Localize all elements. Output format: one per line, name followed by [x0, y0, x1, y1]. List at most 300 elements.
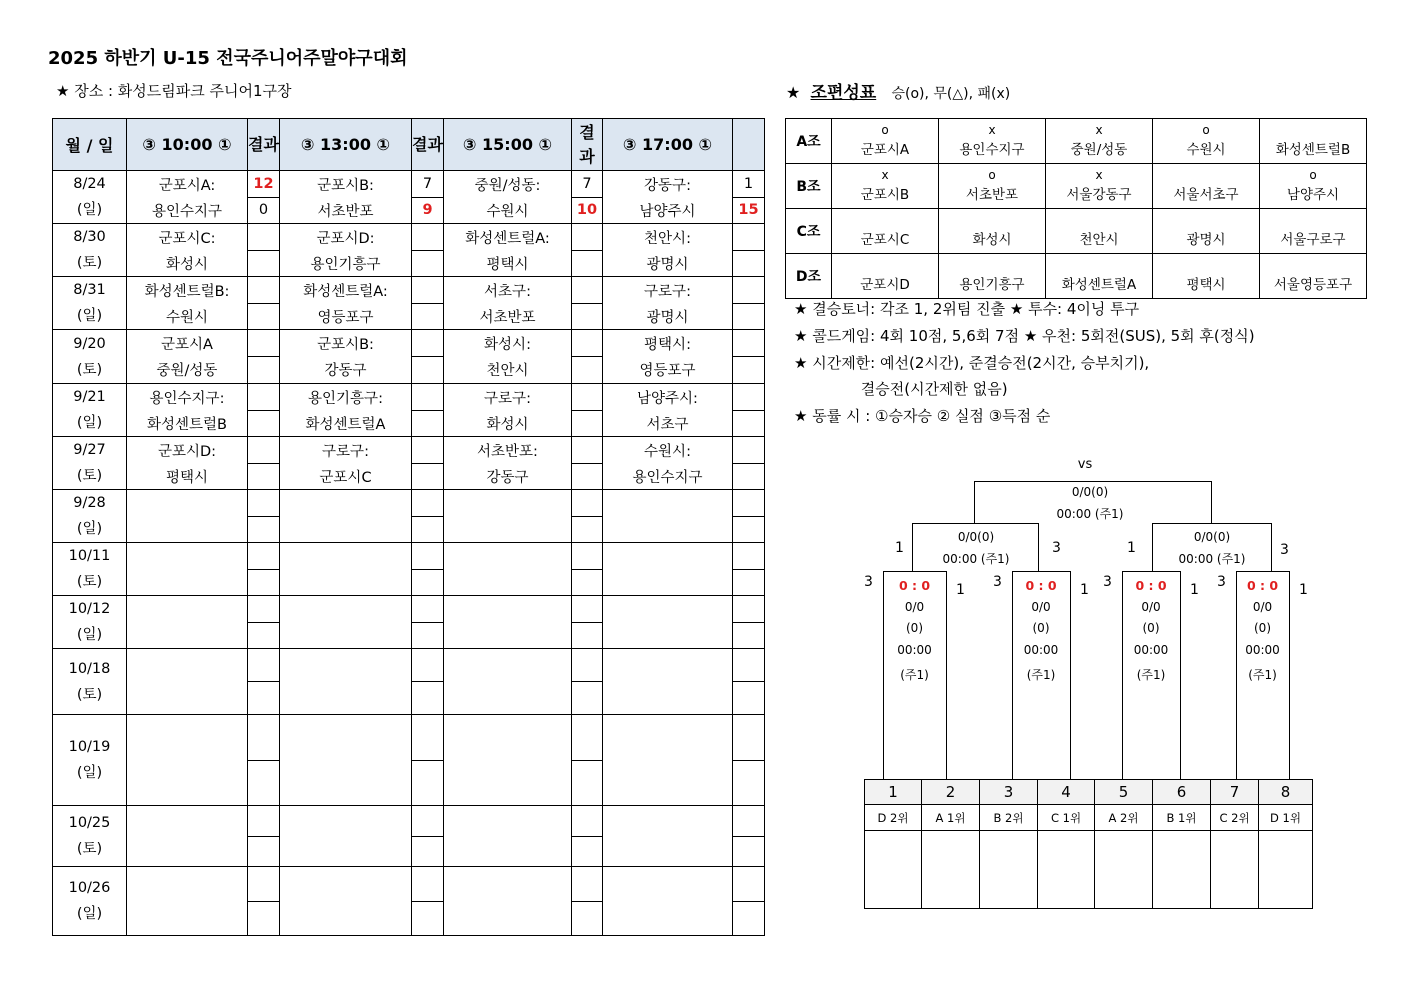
- home-team: 서초구:: [444, 277, 572, 304]
- away-team: [444, 837, 572, 867]
- result-mark: [832, 254, 938, 274]
- group-team-cell: [832, 254, 939, 299]
- semi-score: 0/0(0): [957, 530, 995, 544]
- home-team: [603, 649, 733, 682]
- home-score: [248, 543, 280, 570]
- home-score: 12: [248, 171, 280, 198]
- away-team: 남양주시: [603, 197, 733, 224]
- home-team: 수원시:: [603, 437, 733, 464]
- slot-blank: [1259, 831, 1313, 909]
- day-label: (토): [76, 686, 103, 703]
- date-cell: [53, 437, 127, 490]
- date-cell: [53, 171, 127, 224]
- home-team: 구로구:: [280, 437, 412, 464]
- away-team: [603, 682, 733, 715]
- group-team-cell: [1046, 119, 1153, 164]
- home-team: [444, 715, 572, 761]
- away-score: [412, 569, 444, 595]
- quarter-runs: 0/0: [904, 600, 925, 614]
- home-score: [572, 437, 603, 464]
- away-team: 용인수지구: [603, 463, 733, 489]
- slot-blank: [1038, 831, 1095, 909]
- away-score: [733, 463, 765, 489]
- team-name: 군포시B: [860, 187, 910, 203]
- date-label: 10/18: [68, 660, 111, 677]
- home-score: 7: [412, 171, 444, 198]
- away-team: [280, 682, 412, 715]
- venue-text: ★ 장소 : 화성드림파크 주니어1구장: [56, 82, 292, 100]
- quarter-hits: (0): [906, 621, 923, 635]
- home-score: [412, 806, 444, 837]
- group-name: D조: [786, 254, 832, 299]
- group-team-cell: [939, 209, 1046, 254]
- home-score: [412, 490, 444, 517]
- away-score: 15: [733, 197, 765, 224]
- header-slot3: ③ 15:00 ①: [444, 119, 572, 171]
- quarter-field: (주1): [1248, 668, 1277, 682]
- result-mark: o: [881, 123, 889, 137]
- result-mark: o: [1309, 168, 1317, 182]
- away-score: [572, 304, 603, 330]
- day-label: (일): [76, 308, 103, 324]
- day-label: (토): [76, 574, 103, 590]
- team-name: 남양주시: [1286, 187, 1340, 203]
- home-score: [248, 596, 280, 623]
- away-team: 영등포구: [603, 357, 733, 384]
- quarter-seed: 3: [1103, 574, 1112, 590]
- home-score: [412, 384, 444, 411]
- slot-number: 7: [1211, 780, 1259, 805]
- away-team: 서초구: [603, 410, 733, 436]
- home-team: [280, 543, 412, 570]
- home-team: 강동구:: [603, 171, 733, 198]
- date-label: 8/30: [73, 229, 106, 245]
- home-team: 서초반포:: [444, 437, 572, 464]
- away-score: [733, 902, 765, 936]
- away-score: 9: [412, 197, 444, 224]
- away-score: [572, 516, 603, 542]
- away-score: [412, 623, 444, 649]
- group-heading-title: 조편성표: [810, 83, 877, 103]
- header-slot4: ③ 17:00 ①: [603, 119, 733, 171]
- date-cell: [53, 384, 127, 437]
- away-team: 화성시: [444, 410, 572, 436]
- quarter-seed: 3: [993, 574, 1002, 590]
- semi-seed: 3: [1052, 540, 1061, 556]
- home-team: [444, 806, 572, 837]
- quarter-runs: 0/0: [1252, 600, 1273, 614]
- home-team: [280, 649, 412, 682]
- team-name: 군포시A: [860, 142, 910, 158]
- slot-label: D 1위: [1259, 805, 1313, 831]
- away-team: 광명시: [603, 304, 733, 330]
- away-score: [572, 902, 603, 936]
- result-mark: [1260, 209, 1366, 229]
- away-team: 화성센트럴B: [127, 410, 248, 436]
- group-heading: [786, 78, 1010, 103]
- result-mark: x: [1095, 123, 1103, 137]
- away-score: [572, 682, 603, 715]
- group-team-cell: [1153, 164, 1260, 209]
- group-team-cell: [1260, 209, 1367, 254]
- date-label: 10/11: [68, 548, 111, 564]
- group-team-cell: [832, 164, 939, 209]
- home-score: [733, 806, 765, 837]
- home-score: [572, 543, 603, 570]
- group-name: C조: [786, 209, 832, 254]
- away-score: [572, 761, 603, 806]
- quarter-field: (주1): [1136, 668, 1166, 682]
- away-team: [444, 761, 572, 806]
- header-blank: [733, 119, 765, 171]
- quarter-field: (주1): [900, 668, 929, 682]
- home-score: [248, 330, 280, 357]
- result-mark: [939, 254, 1045, 274]
- home-team: 용인수지구:: [127, 384, 248, 411]
- day-label: (토): [76, 255, 103, 271]
- team-name: 화성센트럴A: [1061, 277, 1137, 293]
- result-mark: [1260, 254, 1366, 274]
- schedule-body: [53, 171, 765, 936]
- home-team: [127, 867, 248, 902]
- date-label: 8/24: [73, 176, 106, 192]
- home-score: [733, 330, 765, 357]
- home-team: 군포시D:: [127, 437, 248, 464]
- away-team: [444, 516, 572, 542]
- away-score: [248, 463, 280, 489]
- team-name: 군포시C: [860, 232, 910, 248]
- away-score: [412, 516, 444, 542]
- home-team: [444, 596, 572, 623]
- home-score: [572, 330, 603, 357]
- slot-number: 5: [1095, 780, 1153, 805]
- quarter-runs: 0/0: [1031, 600, 1051, 614]
- team-name: 수원시: [1186, 142, 1226, 158]
- final-score: 0/0(0): [1071, 485, 1109, 499]
- result-mark: [1260, 119, 1366, 139]
- result-mark: o: [988, 168, 996, 182]
- away-score: [733, 623, 765, 649]
- quarter-score: 0 : 0: [1246, 578, 1279, 593]
- away-score: [733, 516, 765, 542]
- home-team: 군포시B:: [280, 330, 412, 357]
- home-team: 화성센트럴B:: [127, 277, 248, 304]
- away-score: [572, 569, 603, 595]
- team-name: 평택시: [1186, 277, 1226, 293]
- away-team: 수원시: [444, 197, 572, 224]
- home-score: [572, 715, 603, 761]
- away-team: [603, 623, 733, 649]
- away-score: [248, 902, 280, 936]
- home-score: [733, 715, 765, 761]
- home-team: [603, 715, 733, 761]
- away-team: [280, 761, 412, 806]
- away-team: [280, 902, 412, 936]
- date-cell: [53, 330, 127, 384]
- away-score: [733, 304, 765, 330]
- date-cell: [53, 543, 127, 596]
- date-cell: [53, 806, 127, 867]
- home-team: 군포시D:: [280, 224, 412, 251]
- slot-label: A 1위: [922, 805, 980, 831]
- group-team-cell: [1153, 209, 1260, 254]
- home-score: [733, 224, 765, 251]
- home-score: [248, 490, 280, 517]
- away-team: [603, 837, 733, 867]
- home-team: [444, 867, 572, 902]
- away-team: 광명시: [603, 250, 733, 277]
- home-team: 군포시A:: [127, 171, 248, 198]
- home-score: [248, 715, 280, 761]
- date-cell: [53, 224, 127, 277]
- home-team: [127, 806, 248, 837]
- quarter-seed: 3: [1217, 574, 1226, 590]
- away-score: [248, 304, 280, 330]
- away-team: [444, 682, 572, 715]
- team-name: 천안시: [1079, 232, 1119, 248]
- away-team: [127, 516, 248, 542]
- slot-blank: [1153, 831, 1211, 909]
- home-team: 남양주시:: [603, 384, 733, 411]
- team-name: 광명시: [1186, 232, 1226, 248]
- away-team: [280, 623, 412, 649]
- away-score: [733, 410, 765, 436]
- group-name: B조: [786, 164, 832, 209]
- home-score: [572, 806, 603, 837]
- home-team: [444, 490, 572, 517]
- away-score: [412, 837, 444, 867]
- team-name: 군포시D: [860, 277, 910, 293]
- home-team: [603, 490, 733, 517]
- away-score: [412, 250, 444, 277]
- away-score: [248, 250, 280, 277]
- quarter-seed: 1: [956, 582, 965, 598]
- header-result: 결과: [572, 119, 603, 171]
- away-score: [572, 463, 603, 489]
- home-team: [444, 649, 572, 682]
- day-label: (일): [76, 906, 103, 922]
- away-team: [127, 761, 248, 806]
- quarter-seed: 1: [1080, 582, 1089, 598]
- slot-label: D 2위: [865, 805, 922, 831]
- slot-number: 4: [1038, 780, 1095, 805]
- group-team-cell: [832, 209, 939, 254]
- away-team: [280, 837, 412, 867]
- date-label: 10/25: [68, 815, 111, 831]
- away-team: [127, 902, 248, 936]
- group-name: A조: [786, 119, 832, 164]
- quarter-time: 00:00: [1023, 643, 1059, 657]
- rule-line: ★ 동률 시 : ①승자승 ② 실점 ③득점 순: [794, 407, 1051, 425]
- header-slot2: ③ 13:00 ①: [280, 119, 412, 171]
- team-name: 용인기흥구: [959, 277, 1025, 293]
- home-team: [280, 806, 412, 837]
- home-team: 천안시:: [603, 224, 733, 251]
- away-score: [412, 463, 444, 489]
- quarter-runs: 0/0: [1141, 600, 1161, 614]
- home-score: [733, 490, 765, 517]
- home-score: [733, 384, 765, 411]
- result-mark: x: [1095, 168, 1103, 182]
- home-score: [412, 330, 444, 357]
- home-score: [572, 596, 603, 623]
- rule-line: ★ 시간제한: 예선(2시간), 준결승전(2시간, 승부치기),: [794, 354, 1150, 372]
- away-score: [248, 516, 280, 542]
- away-score: [412, 902, 444, 936]
- semi-seed: 1: [895, 540, 904, 556]
- group-team-cell: [1260, 164, 1367, 209]
- home-team: 군포시C:: [127, 224, 248, 251]
- quarter-time: 00:00: [1133, 643, 1169, 657]
- home-team: [444, 543, 572, 570]
- away-score: [248, 761, 280, 806]
- result-mark: [1046, 209, 1152, 229]
- home-team: 구로구:: [444, 384, 572, 411]
- away-team: 화성센트럴A: [280, 410, 412, 436]
- away-team: 용인수지구: [127, 197, 248, 224]
- semi-seed: 3: [1280, 542, 1289, 558]
- home-score: [248, 384, 280, 411]
- quarter-score: 0 : 0: [1135, 578, 1167, 593]
- group-team-cell: [1153, 254, 1260, 299]
- away-team: 중원/성동: [127, 357, 248, 384]
- away-score: 10: [572, 197, 603, 224]
- day-label: (일): [76, 627, 103, 643]
- slot-label: C 1위: [1038, 805, 1095, 831]
- away-score: [733, 682, 765, 715]
- slot-blank: [1211, 831, 1259, 909]
- page-title: 2025 하반기 U-15 전국주니어주말야구대회: [48, 48, 408, 69]
- team-name: 서울영등포구: [1273, 277, 1353, 293]
- home-score: [412, 543, 444, 570]
- result-mark: [1153, 164, 1259, 184]
- slot-number: 3: [980, 780, 1038, 805]
- away-team: 수원시: [127, 304, 248, 330]
- away-score: [572, 357, 603, 384]
- slot-number: 1: [865, 780, 922, 805]
- result-mark: x: [988, 123, 996, 137]
- home-score: [248, 649, 280, 682]
- date-label: 8/31: [73, 282, 106, 298]
- away-score: [733, 837, 765, 867]
- home-score: 7: [572, 171, 603, 198]
- slot-label: B 1위: [1153, 805, 1211, 831]
- away-score: [248, 682, 280, 715]
- day-label: (토): [76, 468, 103, 484]
- home-score: [412, 437, 444, 464]
- slot-number: 8: [1259, 780, 1313, 805]
- quarter-seed: 1: [1299, 582, 1308, 598]
- rule-line: ★ 콜드게임: 4회 10점, 5,6회 7점 ★ 우천: 5회전(SUS), 5회 후(정식): [794, 327, 1255, 345]
- home-score: [572, 867, 603, 902]
- away-score: [248, 410, 280, 436]
- date-cell: [53, 867, 127, 936]
- result-mark: [1153, 254, 1259, 274]
- team-name: 화성시: [972, 232, 1012, 248]
- quarter-time: 00:00: [1245, 643, 1280, 657]
- home-team: 평택시:: [603, 330, 733, 357]
- away-team: 용인기흥구: [280, 250, 412, 277]
- away-score: [733, 250, 765, 277]
- home-score: [733, 277, 765, 304]
- home-score: [412, 867, 444, 902]
- away-team: 강동구: [444, 463, 572, 489]
- date-cell: [53, 649, 127, 715]
- away-score: [572, 837, 603, 867]
- date-cell: [53, 277, 127, 330]
- date-label: 9/20: [73, 335, 106, 352]
- away-score: [572, 623, 603, 649]
- away-team: 평택시: [444, 250, 572, 277]
- group-team-cell: [939, 254, 1046, 299]
- home-score: [412, 277, 444, 304]
- home-score: [248, 224, 280, 251]
- away-team: [280, 516, 412, 542]
- schedule-table: [52, 118, 765, 936]
- team-name: 서울구로구: [1280, 232, 1346, 248]
- away-score: [412, 304, 444, 330]
- day-label: (일): [76, 202, 103, 218]
- home-team: 용인기흥구:: [280, 384, 412, 411]
- home-team: 화성센트럴A:: [280, 277, 412, 304]
- quarter-hits: (0): [1032, 621, 1050, 635]
- away-team: 영등포구: [280, 304, 412, 330]
- away-score: [733, 569, 765, 595]
- vs-label: vs: [1077, 457, 1093, 472]
- result-mark: [832, 209, 938, 229]
- away-team: 강동구: [280, 357, 412, 384]
- away-score: 0: [248, 197, 280, 224]
- date-label: 9/21: [73, 389, 106, 405]
- away-team: [603, 902, 733, 936]
- rule-line: ★ 결승토너: 각조 1, 2위팀 진출 ★ 투수: 4이닝 투구: [794, 300, 1140, 318]
- home-score: [572, 277, 603, 304]
- away-score: [248, 357, 280, 384]
- result-mark: x: [881, 168, 889, 182]
- team-name: 서초반포: [965, 187, 1019, 203]
- slot-label: A 2위: [1095, 805, 1153, 831]
- header-result: 결과: [412, 119, 444, 171]
- home-score: [572, 384, 603, 411]
- quarter-score: 0 : 0: [1025, 578, 1057, 593]
- quarter-time: 00:00: [897, 643, 932, 657]
- away-team: [603, 516, 733, 542]
- away-team: [127, 837, 248, 867]
- home-team: 화성시:: [444, 330, 572, 357]
- away-team: [127, 569, 248, 595]
- home-team: 화성센트럴A:: [444, 224, 572, 251]
- bracket-slots: [864, 779, 1313, 909]
- away-team: [127, 623, 248, 649]
- home-team: 군포시B:: [280, 171, 412, 198]
- star-icon: ★: [786, 83, 801, 102]
- away-team: [127, 682, 248, 715]
- group-team-cell: [1260, 254, 1367, 299]
- away-score: [248, 623, 280, 649]
- day-label: (토): [76, 361, 103, 378]
- quarter-score: 0 : 0: [898, 578, 931, 593]
- team-name: 서울강동구: [1066, 187, 1132, 203]
- date-label: 10/12: [68, 601, 111, 617]
- group-team-cell: [1046, 164, 1153, 209]
- away-team: 서초반포: [280, 197, 412, 224]
- home-score: 1: [733, 171, 765, 198]
- group-team-cell: [939, 164, 1046, 209]
- final-time: 00:00 (주1): [1056, 507, 1124, 521]
- semi-time: 00:00 (주1): [942, 552, 1010, 566]
- group-team-cell: [939, 119, 1046, 164]
- group-team-cell: [1153, 119, 1260, 164]
